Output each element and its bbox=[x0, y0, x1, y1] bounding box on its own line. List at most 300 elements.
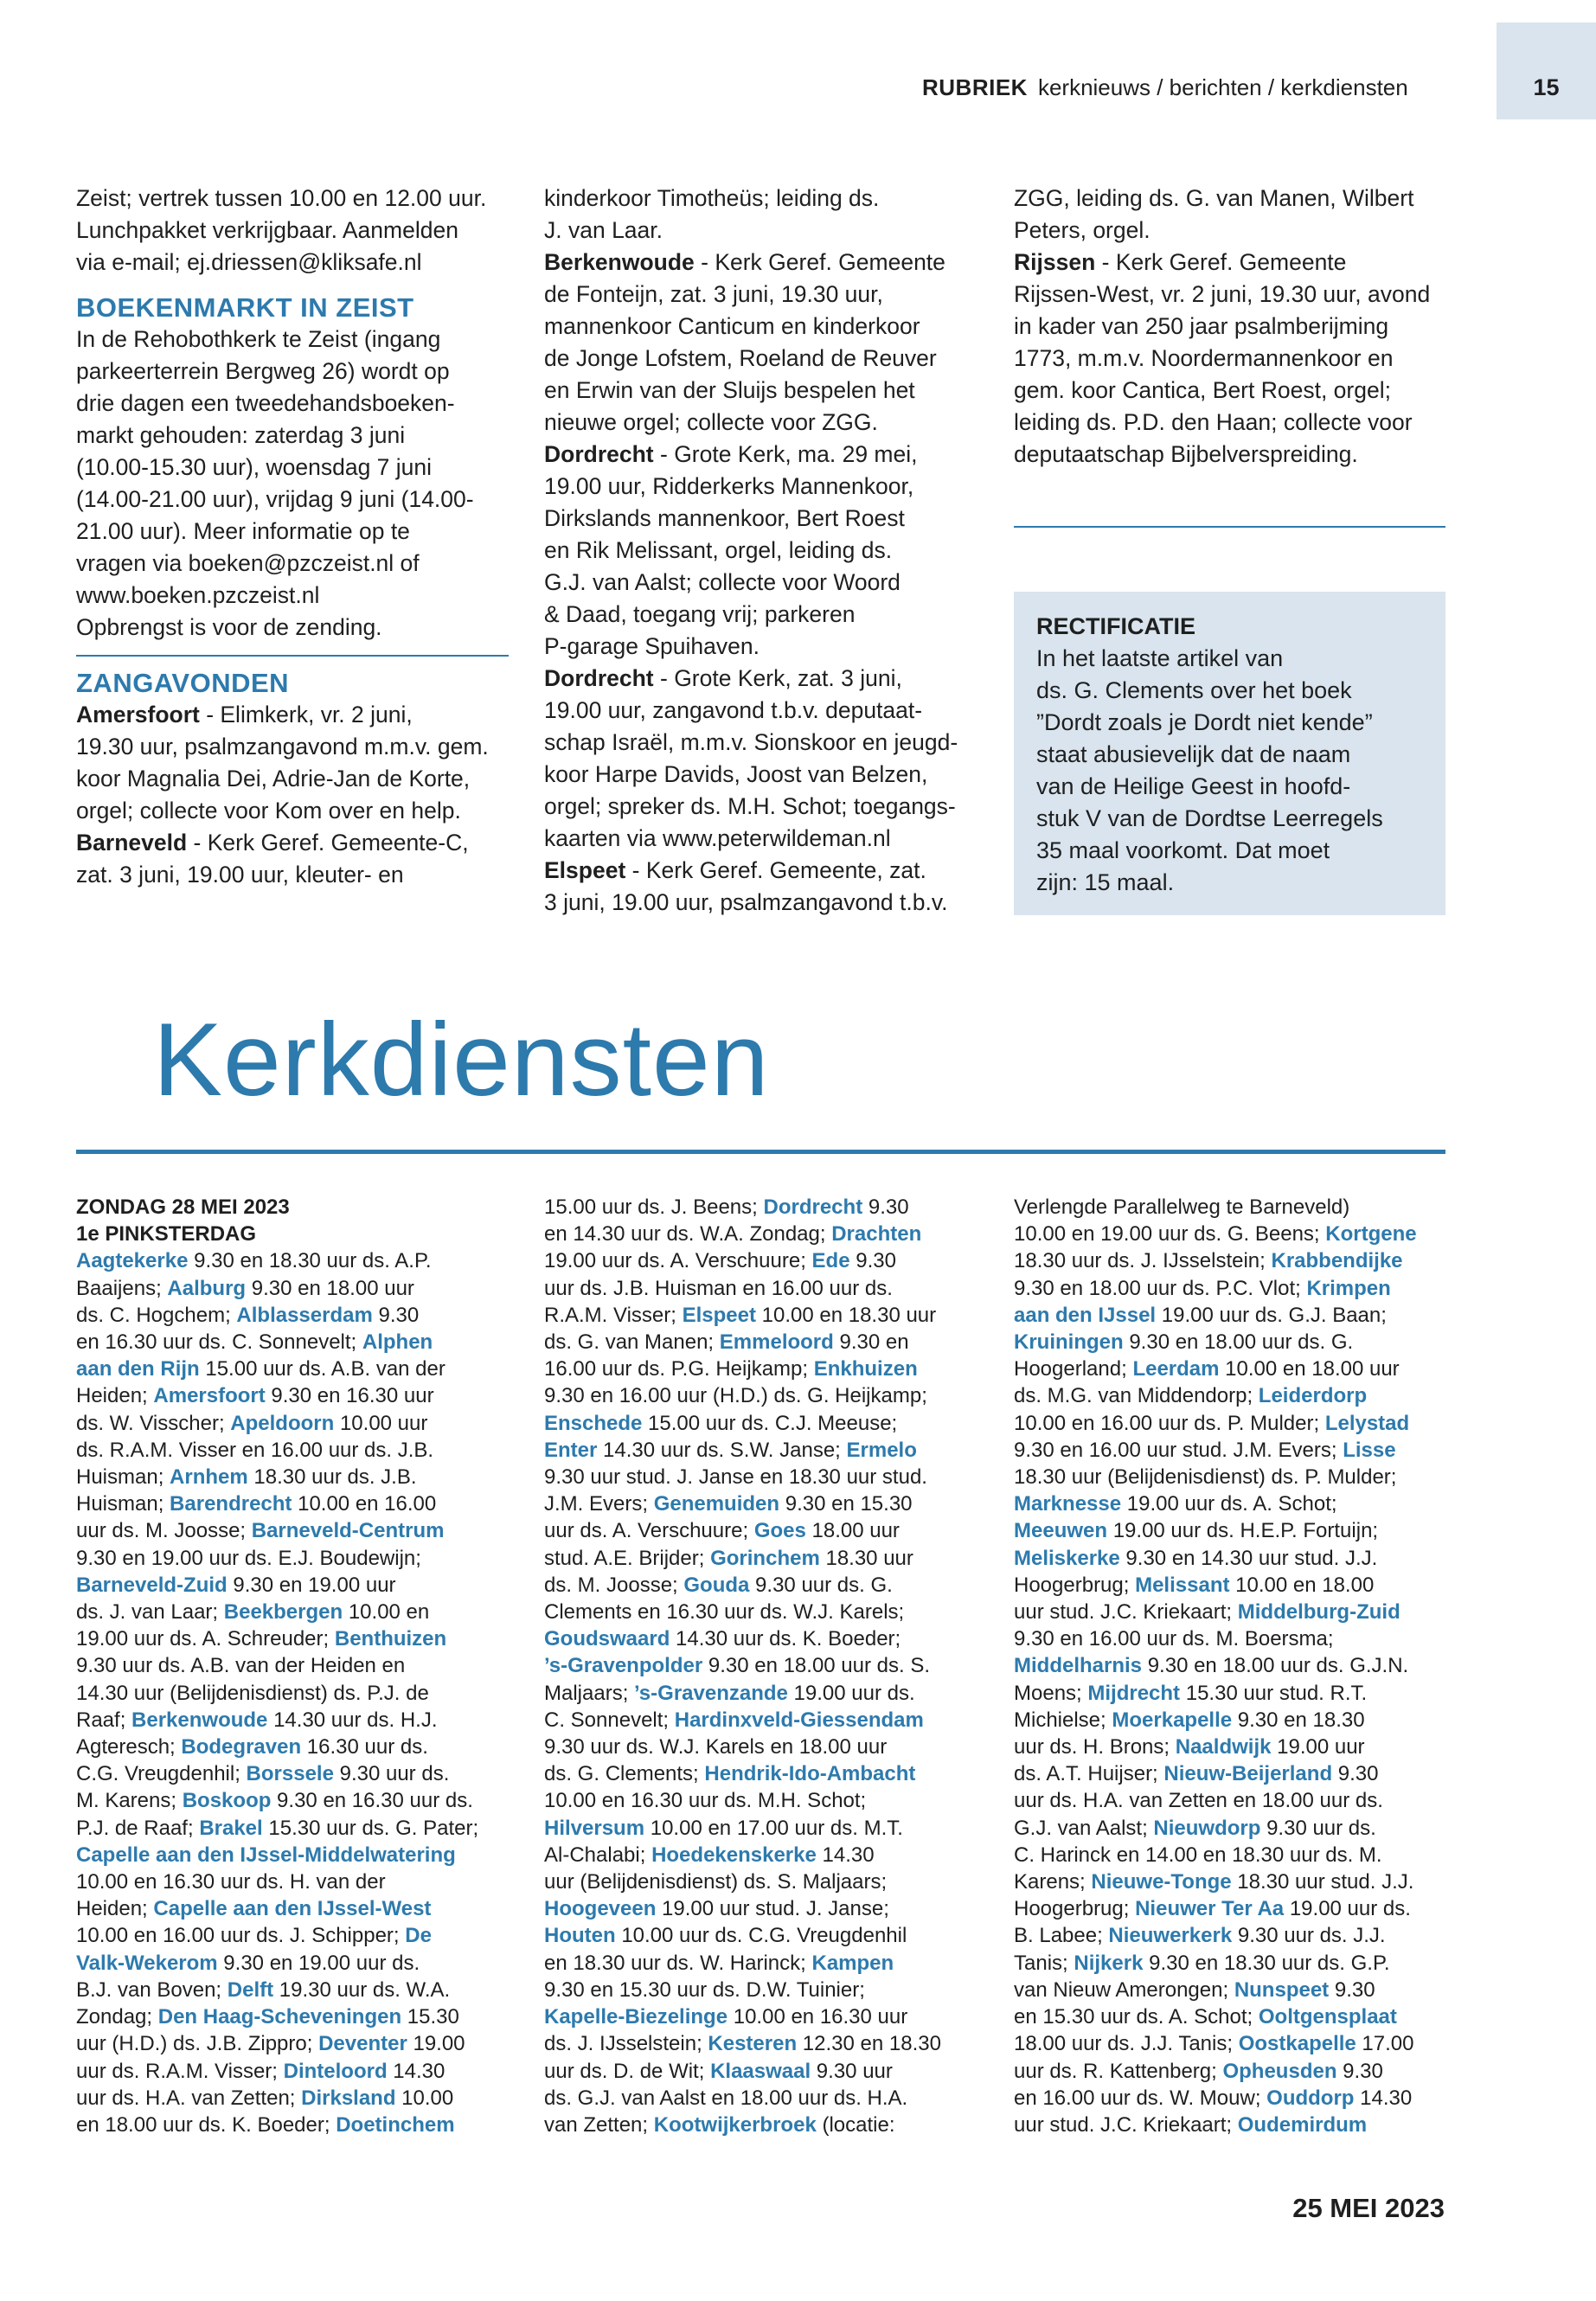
place-name: Marknesse bbox=[1014, 1492, 1122, 1516]
service-line bbox=[544, 1842, 977, 1868]
service-text: 14.30 bbox=[1354, 2086, 1413, 2110]
service-line bbox=[76, 2112, 509, 2138]
place-name: Middelharnis bbox=[1014, 1654, 1143, 1678]
service-text: 15.00 uur ds. A.B. van der bbox=[199, 1357, 445, 1381]
service-text: Hoogerbrug; bbox=[1014, 1573, 1136, 1597]
service-text: Moens; bbox=[1014, 1681, 1088, 1705]
place-name: Houten bbox=[544, 1924, 616, 1948]
place-name: Apeldoorn bbox=[230, 1411, 335, 1435]
place-name: Melissant bbox=[1135, 1573, 1230, 1597]
service-text: 18.30 uur ds. J. IJsselstein; bbox=[1014, 1249, 1272, 1273]
service-line bbox=[76, 1625, 509, 1652]
continued-text bbox=[1014, 183, 1446, 247]
service-line bbox=[1014, 1760, 1446, 1787]
place-name: Leiderdorp bbox=[1258, 1384, 1368, 1408]
service-line bbox=[544, 1356, 977, 1382]
service-text: 9.30 uur stud. J. Janse en 18.30 uur stud. bbox=[544, 1465, 927, 1490]
service-line bbox=[76, 1895, 509, 1922]
service-text: uur ds. M. Joosse; bbox=[76, 1519, 252, 1543]
service-text: 9.30 en 14.30 uur stud. J.J. bbox=[1119, 1546, 1378, 1570]
service-line bbox=[76, 1329, 509, 1356]
service-line bbox=[76, 1787, 509, 1814]
service-text: Clements en 16.30 uur ds. W.J. Karels; bbox=[544, 1600, 905, 1625]
service-text: 9.30 bbox=[862, 1195, 909, 1219]
service-text: Raaf; bbox=[76, 1708, 132, 1732]
service-text: (locatie: bbox=[816, 2112, 895, 2137]
place-name: Gouda bbox=[683, 1573, 750, 1597]
section-heading-boekenmarkt: BOEKENMARKT IN ZEIST bbox=[76, 292, 414, 323]
service-text: 18.00 uur bbox=[805, 1519, 900, 1543]
service-text: 10.00 en bbox=[343, 1600, 430, 1625]
service-line bbox=[76, 1302, 509, 1329]
service-line bbox=[1014, 1356, 1446, 1382]
service-text: ds. M.G. van Middendorp; bbox=[1014, 1384, 1259, 1408]
place-name: Meliskerke bbox=[1014, 1546, 1120, 1570]
service-text: 17.00 bbox=[1356, 2032, 1414, 2056]
zangavond-entry: Dordrecht - Grote Kerk, ma. 29 mei, 19.00 uur, Ridderkerks Mannenkoor, Dirkslands mannenkoor, Bert Roest en Rik Melissant, orgel, leiding ds. G.J. van Aalst; collecte voor Woord & Daad, toegang vrij; parkeren P-garage Spuihaven. bbox=[544, 439, 977, 663]
place-name: ’s-Gravenpolder bbox=[544, 1654, 703, 1678]
text-line: markt gehouden: zaterdag 3 juni bbox=[76, 422, 406, 448]
place-name: Goes bbox=[753, 1519, 806, 1543]
service-text: 10.00 en 16.00 bbox=[292, 1492, 437, 1516]
service-line bbox=[1014, 1275, 1446, 1302]
service-line bbox=[1014, 2003, 1446, 2030]
service-line bbox=[544, 1302, 977, 1329]
service-text: uur stud. J.C. Kriekaart; bbox=[1014, 1600, 1238, 1625]
text-line: schap Israël, m.m.v. Sionskoor en jeugd- bbox=[544, 729, 958, 755]
text-line: stuk V van de Dordtse Leerregels bbox=[1036, 805, 1383, 831]
entry-place: Berkenwoude bbox=[544, 249, 695, 275]
service-text: ds. G.J. van Aalst en 18.00 uur ds. H.A. bbox=[544, 2086, 908, 2110]
service-text: Hoogerbrug; bbox=[1014, 1897, 1136, 1921]
place-name: Borssele bbox=[246, 1762, 334, 1786]
service-text: 18.30 uur stud. J.J. bbox=[1231, 1870, 1414, 1894]
section-path: kerknieuws / berichten / kerkdiensten bbox=[1037, 74, 1408, 100]
text-line: ZGG, leiding ds. G. van Manen, Wilbert bbox=[1014, 185, 1414, 211]
place-name: Genemuiden bbox=[653, 1492, 780, 1516]
service-text: 19.00 uur ds. bbox=[1284, 1897, 1411, 1921]
place-name: Kapelle-Biezelinge bbox=[544, 2005, 728, 2029]
service-text: ds. R.A.M. Visser en 16.00 uur ds. J.B. bbox=[76, 1438, 434, 1462]
service-line bbox=[76, 1868, 509, 1895]
text-line: orgel; collecte voor Kom over en help. bbox=[76, 798, 461, 824]
place-name: Barneveld-Centrum bbox=[251, 1519, 445, 1543]
section-divider bbox=[76, 655, 509, 657]
service-line bbox=[1014, 1707, 1446, 1734]
text-line: Peters, orgel. bbox=[1014, 217, 1151, 243]
place-name: Leerdam bbox=[1132, 1357, 1220, 1381]
place-name: Nieuwer Ter Aa bbox=[1135, 1897, 1285, 1921]
place-name: Capelle aan den IJssel-West bbox=[153, 1897, 432, 1921]
service-text: 10.00 en 18.00 uur bbox=[1219, 1357, 1400, 1381]
place-name: Hoedekenskerke bbox=[651, 1843, 817, 1867]
service-line bbox=[76, 1922, 509, 1949]
text-line: de Fonteijn, zat. 3 juni, 19.30 uur, bbox=[544, 281, 883, 307]
service-text: Heiden; bbox=[76, 1897, 154, 1921]
place-name: Barendrecht bbox=[170, 1492, 292, 1516]
service-line bbox=[76, 1275, 509, 1302]
service-text: 9.30 en 15.30 bbox=[779, 1492, 913, 1516]
text-line: In de Rehobothkerk te Zeist (ingang bbox=[76, 326, 441, 352]
service-line bbox=[76, 1437, 509, 1464]
service-line bbox=[1014, 1734, 1446, 1760]
place-name: Amersfoort bbox=[153, 1384, 266, 1408]
service-text: en 16.00 uur ds. W. Mouw; bbox=[1014, 2086, 1267, 2110]
service-text: uur (H.D.) ds. J.B. Zippro; bbox=[76, 2032, 319, 2056]
service-line bbox=[76, 1382, 509, 1409]
place-name: Barneveld-Zuid bbox=[76, 1573, 228, 1597]
text-line: gem. koor Cantica, Bert Roest, orgel; bbox=[1014, 377, 1391, 403]
service-line bbox=[76, 2030, 509, 2057]
service-line bbox=[544, 2085, 977, 2112]
service-line bbox=[76, 1734, 509, 1760]
service-line bbox=[544, 1221, 977, 1247]
service-text: 9.30 en 16.00 uur ds. M. Boersma; bbox=[1014, 1627, 1334, 1651]
service-line bbox=[1014, 1221, 1446, 1247]
service-text: 10.00 en 17.00 uur ds. M.T. bbox=[644, 1816, 903, 1840]
place-name: Gorinchem bbox=[710, 1546, 820, 1570]
place-name: Drachten bbox=[831, 1222, 922, 1247]
rectificatie-title: RECTIFICATIE bbox=[1036, 613, 1195, 639]
service-text: en 16.30 uur ds. C. Sonnevelt; bbox=[76, 1330, 362, 1355]
text-line: mannenkoor Canticum en kinderkoor bbox=[544, 313, 920, 339]
place-name: Beekbergen bbox=[223, 1600, 343, 1625]
service-text: 18.30 uur ds. J.B. bbox=[247, 1465, 417, 1490]
service-line bbox=[1014, 1895, 1446, 1922]
service-text: van Nieuw Amerongen; bbox=[1014, 1977, 1234, 2002]
text-line: (14.00-21.00 uur), vrijdag 9 juni (14.00- bbox=[76, 486, 474, 512]
service-line bbox=[544, 1247, 977, 1274]
service-line bbox=[76, 1977, 509, 2003]
service-line bbox=[1014, 1545, 1446, 1572]
service-text: van Zetten; bbox=[544, 2112, 654, 2137]
service-text: Maljaars; bbox=[544, 1681, 635, 1705]
service-line bbox=[76, 1517, 509, 1544]
service-line bbox=[1014, 1437, 1446, 1464]
text-line: J. van Laar. bbox=[544, 217, 663, 243]
article-column-2 bbox=[544, 183, 977, 919]
service-text: ds. W. Visscher; bbox=[76, 1411, 231, 1435]
service-line bbox=[544, 1760, 977, 1787]
service-text: 15.00 uur ds. J. Beens; bbox=[544, 1195, 764, 1219]
service-line bbox=[544, 2003, 977, 2030]
service-text: 9.30 uur ds. bbox=[1260, 1816, 1376, 1840]
service-text: uur ds. J.B. Huisman en 16.00 uur ds. bbox=[544, 1276, 893, 1300]
text-line: 19.30 uur, psalmzangavond m.m.v. gem. bbox=[76, 734, 489, 760]
service-line bbox=[1014, 1815, 1446, 1842]
service-text: 19.00 uur ds. bbox=[787, 1681, 915, 1705]
text-line: www.boeken.pzczeist.nl bbox=[76, 582, 320, 608]
service-line bbox=[1014, 1247, 1446, 1274]
service-line bbox=[76, 1464, 509, 1490]
text-line: & Daad, toegang vrij; parkeren bbox=[544, 601, 856, 627]
entry-place: Elspeet bbox=[544, 857, 626, 883]
service-line bbox=[544, 1275, 977, 1302]
service-text: C. Sonnevelt; bbox=[544, 1708, 675, 1732]
service-line bbox=[544, 1410, 977, 1437]
service-line bbox=[544, 1652, 977, 1679]
service-text: uur ds. R.A.M. Visser; bbox=[76, 2059, 284, 2083]
service-text: 18.30 uur bbox=[819, 1546, 913, 1570]
service-text: 9.30 en 18.00 uur ds. G. bbox=[1123, 1330, 1354, 1355]
service-text: Heiden; bbox=[76, 1384, 154, 1408]
service-text: Zondag; bbox=[76, 2005, 158, 2029]
service-line bbox=[76, 1950, 509, 1977]
place-name: Oostkapelle bbox=[1238, 2032, 1356, 2056]
service-line bbox=[544, 1545, 977, 1572]
text-line: 35 maal voorkomt. Dat moet bbox=[1036, 837, 1330, 863]
service-text: 9.30 en 16.30 uur ds. bbox=[271, 1789, 473, 1813]
place-name: Hoogeveen bbox=[544, 1897, 657, 1921]
service-line bbox=[76, 1652, 509, 1679]
service-text: C.G. Vreugdenhil; bbox=[76, 1762, 247, 1786]
service-text: 9.30 en 18.00 uur ds. G.J.N. bbox=[1142, 1654, 1409, 1678]
service-text: Baaijens; bbox=[76, 1276, 168, 1300]
service-text: 9.30 en 19.00 uur ds. bbox=[217, 1951, 420, 1975]
text-line: 21.00 uur). Meer informatie op te bbox=[76, 518, 410, 544]
running-header bbox=[922, 74, 1408, 101]
service-line bbox=[544, 1815, 977, 1842]
page-number: 15 bbox=[1533, 74, 1560, 100]
text-line: koor Magnalia Dei, Adrie-Jan de Korte, bbox=[76, 766, 471, 792]
service-text: ds. A.T. Huijser; bbox=[1014, 1762, 1164, 1786]
service-line bbox=[76, 1815, 509, 1842]
service-text: Tanis; bbox=[1014, 1951, 1074, 1975]
place-name: Kootwijkerbroek bbox=[653, 2112, 817, 2137]
boekenmarkt-text bbox=[76, 324, 509, 644]
service-line bbox=[544, 1464, 977, 1490]
place-name: Alphen bbox=[362, 1330, 433, 1355]
text-line: en Erwin van der Sluijs bespelen het bbox=[544, 377, 915, 403]
service-text: 10.00 en 16.30 uur ds. H. van der bbox=[76, 1870, 386, 1894]
service-text: B.J. van Boven; bbox=[76, 1977, 228, 2002]
text-line: de Jonge Lofstem, Roeland de Reuver bbox=[544, 345, 937, 371]
service-line bbox=[1014, 1868, 1446, 1895]
text-line: kinderkoor Timotheüs; leiding ds. bbox=[544, 185, 880, 211]
service-line bbox=[544, 1625, 977, 1652]
place-name: Hilversum bbox=[544, 1816, 645, 1840]
service-text: 9.30 bbox=[1336, 2059, 1383, 2083]
service-text: 9.30 en 15.30 uur ds. D.W. Tuinier; bbox=[544, 1977, 865, 2002]
service-text: 19.00 uur ds. H.E.P. Fortuijn; bbox=[1107, 1519, 1379, 1543]
kerkdiensten-title: Kerkdiensten bbox=[153, 1002, 770, 1118]
continued-text bbox=[544, 183, 977, 247]
text-line: deputaatschap Bijbelverspreiding. bbox=[1014, 441, 1358, 467]
text-line: ”Dordt zoals je Dordt niet kende” bbox=[1036, 709, 1373, 735]
place-name: Dinteloord bbox=[283, 2059, 388, 2083]
service-text: 10.00 en 19.00 uur ds. G. Beens; bbox=[1014, 1222, 1326, 1247]
place-name: Bodegraven bbox=[181, 1735, 302, 1759]
services-column-1 bbox=[76, 1194, 509, 2138]
place-name: Capelle aan den IJssel-Middelwatering bbox=[76, 1843, 456, 1867]
text-line: staat abusievelijk dat de naam bbox=[1036, 741, 1351, 767]
text-line: kaarten via www.peterwildeman.nl bbox=[544, 825, 891, 851]
place-name: Opheusden bbox=[1222, 2059, 1337, 2083]
service-text: 9.30 en 19.00 uur ds. E.J. Boudewijn; bbox=[76, 1546, 421, 1570]
text-line: G.J. van Aalst; collecte voor Woord bbox=[544, 569, 901, 595]
place-name: Ooltgensplaat bbox=[1258, 2005, 1397, 2029]
service-line bbox=[1014, 2085, 1446, 2112]
service-text: 9.30 en 18.30 bbox=[1232, 1708, 1365, 1732]
service-line bbox=[1014, 1950, 1446, 1977]
place-name: Alblasserdam bbox=[236, 1303, 373, 1327]
service-line bbox=[76, 2085, 509, 2112]
service-line bbox=[76, 1760, 509, 1787]
text-line: 19.00 uur, zangavond t.b.v. deputaat- bbox=[544, 697, 923, 723]
service-text: uur ds. A. Verschuure; bbox=[544, 1519, 754, 1543]
text-line: Opbrengst is voor de zending. bbox=[76, 614, 382, 640]
place-name: Ouddorp bbox=[1266, 2086, 1355, 2110]
place-name: Doetinchem bbox=[336, 2112, 455, 2137]
service-line bbox=[1014, 1977, 1446, 2003]
service-text: 9.30 en 16.00 uur stud. J.M. Evers; bbox=[1014, 1438, 1343, 1462]
service-line bbox=[544, 1707, 977, 1734]
service-line bbox=[76, 1410, 509, 1437]
place-name: Kortgene bbox=[1325, 1222, 1417, 1247]
service-line bbox=[1014, 1922, 1446, 1949]
service-text: 9.30 bbox=[849, 1249, 896, 1273]
service-text: 19.00 uur ds. A. Verschuure; bbox=[544, 1249, 812, 1273]
place-name: Lelystad bbox=[1324, 1411, 1410, 1435]
service-text: ds. G. van Manen; bbox=[544, 1330, 720, 1355]
service-text: uur stud. J.C. Kriekaart; bbox=[1014, 2112, 1238, 2137]
service-line bbox=[544, 1787, 977, 1814]
service-text: en 18.30 uur ds. W. Harinck; bbox=[544, 1951, 812, 1975]
service-text: 9.30 uur ds. W.J. Karels en 18.00 uur bbox=[544, 1735, 888, 1759]
service-line bbox=[544, 1895, 977, 1922]
service-text: 9.30 bbox=[1329, 1977, 1375, 2002]
service-text: 9.30 en 18.00 uur ds. P.C. Vlot; bbox=[1014, 1276, 1307, 1300]
service-text: stud. A.E. Brijder; bbox=[544, 1546, 711, 1570]
place-name: Nieuwdorp bbox=[1153, 1816, 1261, 1840]
service-line bbox=[544, 1329, 977, 1356]
place-name: Nieuwerkerk bbox=[1108, 1924, 1233, 1948]
place-name: Nunspeet bbox=[1234, 1977, 1330, 2002]
place-name: Dordrecht bbox=[763, 1195, 863, 1219]
text-line: via e-mail; ej.driessen@kliksafe.nl bbox=[76, 249, 422, 275]
service-line bbox=[76, 1356, 509, 1382]
service-text: en 15.30 uur ds. A. Schot; bbox=[1014, 2005, 1259, 2029]
place-name: Benthuizen bbox=[334, 1627, 447, 1651]
place-name: Lisse bbox=[1343, 1438, 1396, 1462]
service-text: 10.00 uur ds. C.G. Vreugdenhil bbox=[615, 1924, 907, 1948]
service-line bbox=[544, 1517, 977, 1544]
service-text: 9.30 en 19.00 uur bbox=[227, 1573, 396, 1597]
place-name: Arnhem bbox=[170, 1465, 248, 1490]
text-line: 19.00 uur, Ridderkerks Mannenkoor, bbox=[544, 473, 914, 499]
service-date: ZONDAG 28 MEI 2023 bbox=[76, 1195, 290, 1219]
service-text: 10.00 en 16.30 uur bbox=[727, 2005, 908, 2029]
text-line: koor Harpe Davids, Joost van Belzen, bbox=[544, 761, 928, 787]
zangavond-entry: Berkenwoude - Kerk Geref. Gemeente de Fonteijn, zat. 3 juni, 19.30 uur, mannenkoor Canticum en kinderkoor de Jonge Lofstem, Roeland de Reuver en Erwin van der Sluijs bespelen het nieuwe orgel; collecte voor ZGG. bbox=[544, 247, 977, 439]
service-text: ds. J. IJsselstein; bbox=[544, 2032, 708, 2056]
service-line bbox=[544, 1680, 977, 1707]
service-text: P.J. de Raaf; bbox=[76, 1816, 200, 1840]
place-name: Krimpen bbox=[1306, 1276, 1391, 1300]
service-text: 10.00 en 18.00 bbox=[1229, 1573, 1375, 1597]
service-line bbox=[1014, 1329, 1446, 1356]
place-name: Aalburg bbox=[167, 1276, 247, 1300]
service-line bbox=[76, 2058, 509, 2085]
rectificatie-text bbox=[1036, 643, 1434, 899]
service-text: 10.00 en 16.00 uur ds. J. Schipper; bbox=[76, 1924, 406, 1948]
footer-date: 25 MEI 2023 bbox=[1292, 2193, 1445, 2223]
service-line bbox=[76, 1707, 509, 1734]
text-line: Dirkslands mannenkoor, Bert Roest bbox=[544, 505, 905, 531]
place-name: Nijkerk bbox=[1074, 1951, 1144, 1975]
place-name: Boskoop bbox=[182, 1789, 272, 1813]
service-text: 9.30 en 16.00 uur (H.D.) ds. G. Heijkamp; bbox=[544, 1384, 927, 1408]
place-name: Naaldwijk bbox=[1175, 1735, 1272, 1759]
service-text: 18.30 uur (Belijdenisdienst) ds. P. Mulder; bbox=[1014, 1465, 1397, 1490]
service-line bbox=[1014, 1680, 1446, 1707]
service-text: Michielse; bbox=[1014, 1708, 1112, 1732]
place-name: aan den Rijn bbox=[76, 1357, 200, 1381]
service-text: 9.30 en bbox=[833, 1330, 909, 1355]
service-text: uur ds. H.A. van Zetten en 18.00 uur ds. bbox=[1014, 1789, 1383, 1813]
place-name: Enkhuizen bbox=[813, 1357, 918, 1381]
entry-place: Barneveld bbox=[76, 830, 188, 856]
text-line: 1773, m.m.v. Noordermannenkoor en bbox=[1014, 345, 1394, 371]
kerkdiensten-rule bbox=[76, 1150, 1445, 1154]
text-line: P-garage Spuihaven. bbox=[544, 633, 760, 659]
service-text: ds. M. Joosse; bbox=[544, 1573, 684, 1597]
text-line: nieuwe orgel; collecte voor ZGG. bbox=[544, 409, 878, 435]
column-divider bbox=[1014, 526, 1445, 528]
text-line: 3 juni, 19.00 uur, psalmzangavond t.b.v. bbox=[544, 889, 948, 915]
service-text: 15.30 uur ds. G. Pater; bbox=[262, 1816, 479, 1840]
service-text: uur ds. R. Kattenberg; bbox=[1014, 2059, 1223, 2083]
place-name: Hendrik-Ido-Ambacht bbox=[704, 1762, 916, 1786]
service-text: 14.30 uur (Belijdenisdienst) ds. P.J. de bbox=[76, 1681, 429, 1705]
text-line: parkeerterrein Bergweg 26) wordt op bbox=[76, 358, 450, 384]
zangavond-entry: Amersfoort - Elimkerk, vr. 2 juni, 19.30 uur, psalmzangavond m.m.v. gem. koor Magnalia Dei, Adrie-Jan de Korte, orgel; collecte voor Kom over en help. bbox=[76, 699, 509, 827]
service-line bbox=[76, 1247, 509, 1274]
text-line: in kader van 250 jaar psalmberijming bbox=[1014, 313, 1389, 339]
service-text: ds. J. van Laar; bbox=[76, 1600, 224, 1625]
place-name: Ermelo bbox=[846, 1438, 917, 1462]
service-text: 19.00 uur ds. A. Schreuder; bbox=[76, 1627, 335, 1651]
service-text: 14.30 uur ds. K. Boeder; bbox=[670, 1627, 901, 1651]
place-name: Nieuw-Beijerland bbox=[1163, 1762, 1333, 1786]
text-line: van de Heilige Geest in hoofd- bbox=[1036, 773, 1351, 799]
service-text: Karens; bbox=[1014, 1870, 1092, 1894]
service-text: 19.00 bbox=[407, 2032, 465, 2056]
service-text: Huisman; bbox=[76, 1465, 170, 1490]
page-number-box bbox=[1497, 22, 1596, 119]
service-text: uur ds. H. Brons; bbox=[1014, 1735, 1176, 1759]
place-name: Berkenwoude bbox=[131, 1708, 268, 1732]
service-line bbox=[1014, 1410, 1446, 1437]
place-name: Middelburg-Zuid bbox=[1237, 1600, 1401, 1625]
service-text: 9.30 bbox=[372, 1303, 420, 1327]
service-text: Verlengde Parallelweg te Barneveld) bbox=[1014, 1195, 1350, 1219]
service-text: G.J. van Aalst; bbox=[1014, 1816, 1154, 1840]
article-column-1 bbox=[76, 183, 509, 891]
place-name: Enschede bbox=[544, 1411, 643, 1435]
service-text: 10.00 en 16.30 uur ds. M.H. Schot; bbox=[544, 1789, 867, 1813]
place-name: Deventer bbox=[318, 2032, 407, 2056]
service-text: 10.00 uur bbox=[334, 1411, 428, 1435]
service-line bbox=[1014, 1572, 1446, 1599]
service-line bbox=[1014, 1490, 1446, 1517]
service-text: 15.30 uur stud. R.T. bbox=[1180, 1681, 1368, 1705]
service-line bbox=[76, 1842, 509, 1868]
place-name: Aagtekerke bbox=[76, 1249, 189, 1273]
service-text: 10.00 en 18.30 uur bbox=[755, 1303, 937, 1327]
service-text: 19.00 uur stud. J. Janse; bbox=[656, 1897, 889, 1921]
place-name: Ede bbox=[811, 1249, 850, 1273]
